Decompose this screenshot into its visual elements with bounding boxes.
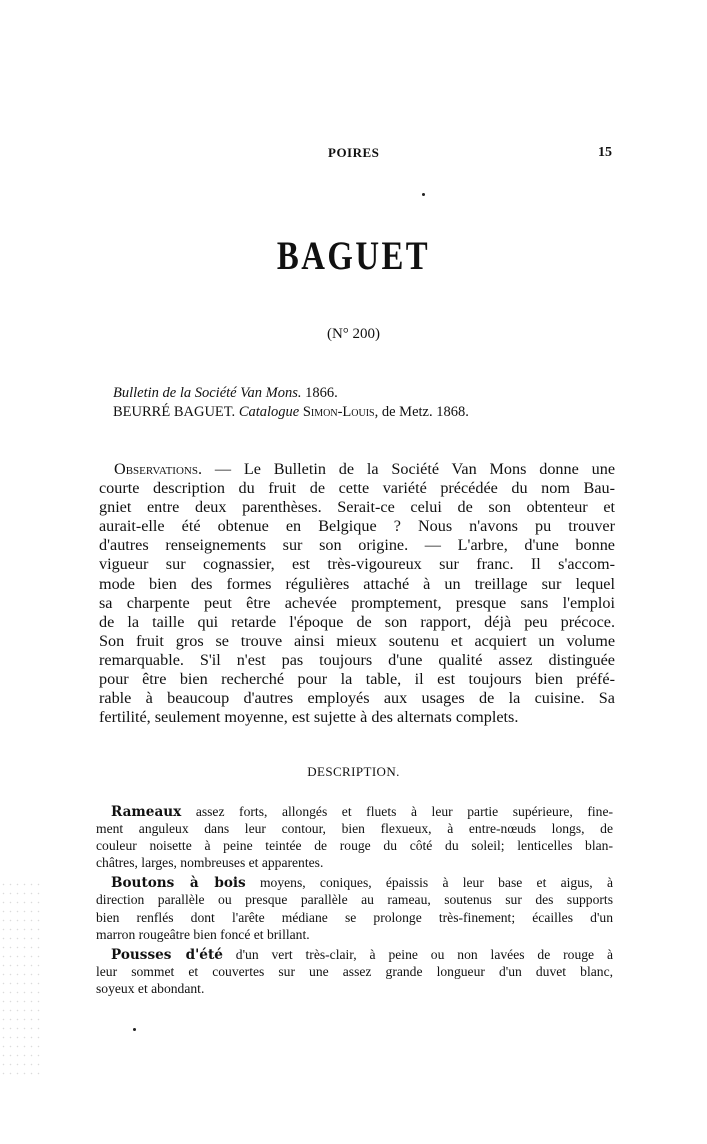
reference-synonym: BEURRÉ BAGUET. [113,404,239,420]
description-rameaux [96,803,613,871]
description-term: Pousses d'été [111,946,223,963]
observations-line: fertilité, seulement moyenne, est sujette à des alternats complets. [99,708,519,727]
print-speck [422,193,425,196]
observations-line: remarquable. S'il n'est pas toujours d'une qualité assez distinguée [99,650,615,669]
description-pousses [96,946,613,997]
description-line: Rameaux assez forts, allongés et fluets à leur partie supérieure, fine- [111,804,613,820]
description-line: soyeux et abondant. [96,980,205,996]
observations-line: d'autres renseignements sur son origine. — L'arbre, d'une bonne [99,536,615,555]
variety-number: (N° 200) [326,326,381,342]
observations-line: gniet entre deux parenthèses. Serait-ce celui de son obtenteur et [99,498,615,517]
observations-line: Observations. — Le Bulletin de la Société Van Mons donne une [114,460,615,478]
observations-line: de la taille qui retarde l'époque de son rapport, déjà peu précoce. [99,612,615,631]
print-speck [133,1028,136,1031]
description-line: marron rougeâtre bien foncé et brillant. [96,926,310,942]
description-block [96,803,613,1000]
description-term: Boutons à bois [111,875,246,892]
description-line: Pousses d'été d'un vert très-clair, à peine ou non lavées de rouge à [111,946,613,963]
reference-line [113,384,469,403]
observations-line: vigueur sur cognassier, est très-vigoureux sur franc. Il s'accom- [99,555,615,574]
description-boutons [96,874,613,942]
description-line: ment anguleux dans leur contour, bien flexueux, à entre-nœuds longs, de [96,821,613,837]
description-line: couleur noisette à peine teintée de rouge du côté du soleil; lenticelles blan- [96,838,613,854]
observations-line: pour être bien recherché pour la table, il est toujours bien préfé- [99,670,615,689]
reference-line [113,403,469,422]
observations-line: rable à beaucoup d'autres employés aux usages de la cuisine. Sa [99,689,615,708]
running-title: POIRES [328,145,380,160]
reference-year: 1866. [301,385,338,401]
description-line: direction parallèle ou presque parallèle au rameau, soutenus sur des supports [96,892,613,908]
observations-lead: Observations. [114,460,203,478]
page-number: 15 [598,145,612,160]
references-block [113,384,469,422]
observations-line: mode bien des formes régulières attaché à un treillage sur lequel [99,574,615,593]
scan-smudge [0,880,40,1080]
reference-year: , de Metz. 1868. [374,404,469,420]
description-line: Boutons à bois moyens, coniques, épaissis à leur base et aigus, à [111,875,613,892]
running-head [0,145,707,165]
description-term: Rameaux [111,804,182,820]
observations-line: Son fruit gros se trouve ainsi mieux soutenu et acquiert un volume [99,631,615,650]
observations-line: courte description du fruit de cette variété précédée du nom Bau- [99,479,615,498]
observations-paragraph [99,460,615,727]
observations-line: sa charpente peut être achevée promptement, presque sans l'emploi [99,593,615,612]
variety-title: BAGUET [276,233,431,278]
observations-line: aurait-elle été obtenue en Belgique ? Nous n'avons pu trouver [99,517,615,536]
description-line: leur sommet et couvertes sur une assez grande longueur d'un duvet blanc, [96,963,613,979]
description-heading: DESCRIPTION. [307,764,400,779]
reference-author: Simon-Louis [299,404,375,420]
reference-source: Catalogue [238,404,300,420]
description-line: bien renflés dont l'arête médiane se prolonge très-finement; écailles d'un [96,909,613,925]
reference-source: Bulletin de la Société Van Mons. [113,385,302,401]
description-line: châtres, larges, nombreuses et apparentes. [96,855,324,871]
